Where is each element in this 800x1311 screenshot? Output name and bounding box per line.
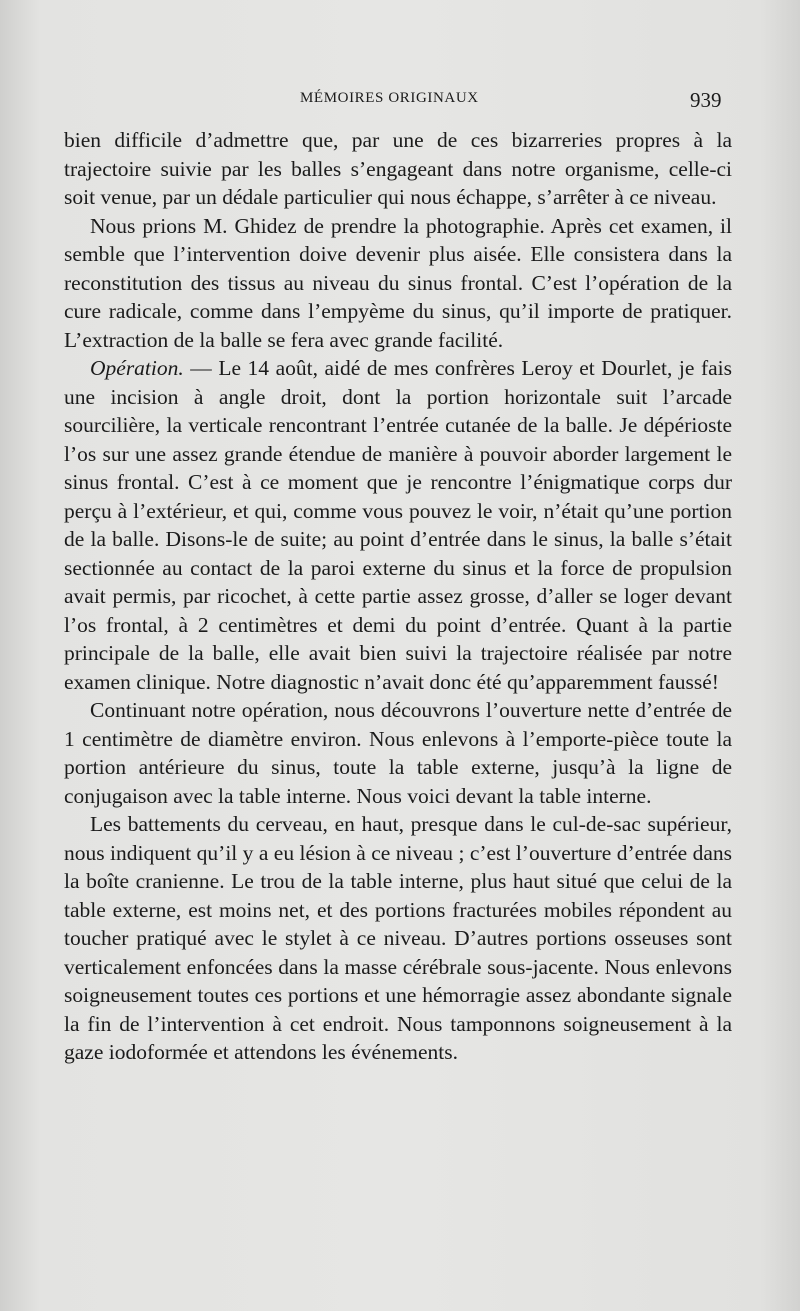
running-title: MÉMOIRES ORIGINAUX: [300, 90, 479, 106]
paragraph-continuing-operation: Continuant notre opération, nous découvrons l’ouverture nette d’entrée de 1 centimètre de diamètre environ. Nous enlevons à l’emporte-pièce toute la portion antérieure du sinus, toute la table externe, jusqu’à la ligne de conjugaison avec la table interne. Nous voici devant la table interne.: [64, 698, 732, 808]
paragraph-brain-pulsations: Les battements du cerveau, en haut, presque dans le cul-de-sac supérieur, nous indiquent qu’il y a eu lésion à ce niveau ; c’est l’ouverture d’entrée dans la boîte cranienne. Le trou de la table interne, plus haut situé que celui de la table externe, est moins net, et des portions fracturées mobiles répondent au toucher pratiqué avec le stylet à ce niveau. D’autres portions osseuses sont verticalement enfoncées dans la masse cérébrale sous-jacente. Nous enlevons soigneusement toutes ces portions et une hémorragie assez abondante signale la fin de l’intervention à cet endroit. Nous tamponnons soigneusement à la gaze iodoformée et attendons les événements.: [64, 812, 732, 1064]
paragraph-operation: [64, 354, 732, 696]
operation-text: — Le 14 août, aidé de mes confrères Leroy et Dourlet, je fais une incision à angle droit, dont la portion horizontale suit l’arcade sourcilière, la verticale rencontrant l’entrée cutanée de la balle. Je dépérioste l’os sur une assez grande étendue de manière à pouvoir aborder largement le sinus frontal. C’est à ce moment que je rencontre l’énigmatique corps dur perçu à l’extérieur, et qui, comme vous pouvez le voir, n’était qu’une portion de la balle. Disons-le de suite; au point d’entrée dans le sinus, la balle s’était sectionnée au contact de la paroi externe du sinus et la force de propulsion avait permis, par ricochet, à cette partie assez grosse, d’aller se loger devant l’os frontal, à 2 centimètres et demi du point d’entrée. Quant à la partie principale de la balle, elle avait bien suivi la trajectoire réalisée par notre examen clinique. Notre diagnostic n’avait donc été qu’apparemment faussé!: [64, 356, 732, 694]
running-head: [0, 88, 800, 116]
paragraph-continuation: bien difficile d’admettre que, par une de ces bizarreries propres à la trajectoire suivie par les balles s’engageant dans notre organisme, celle-ci soit venue, par un dédale particulier qui nous échappe, s’arrêter à ce niveau.: [64, 128, 732, 209]
paragraph-photography: Nous prions M. Ghidez de prendre la photographie. Après cet examen, il semble que l’intervention doive devenir plus aisée. Elle consistera dans la reconstitution des tissus au niveau du sinus frontal. C’est l’opération de la cure radicale, comme dans l’empyème du sinus, qu’il importe de pratiquer. L’extraction de la balle se fera avec grande facilité.: [64, 213, 732, 352]
body-text: [64, 126, 732, 1067]
page-number: 939: [690, 88, 722, 112]
operation-heading: Opération.: [90, 356, 184, 380]
